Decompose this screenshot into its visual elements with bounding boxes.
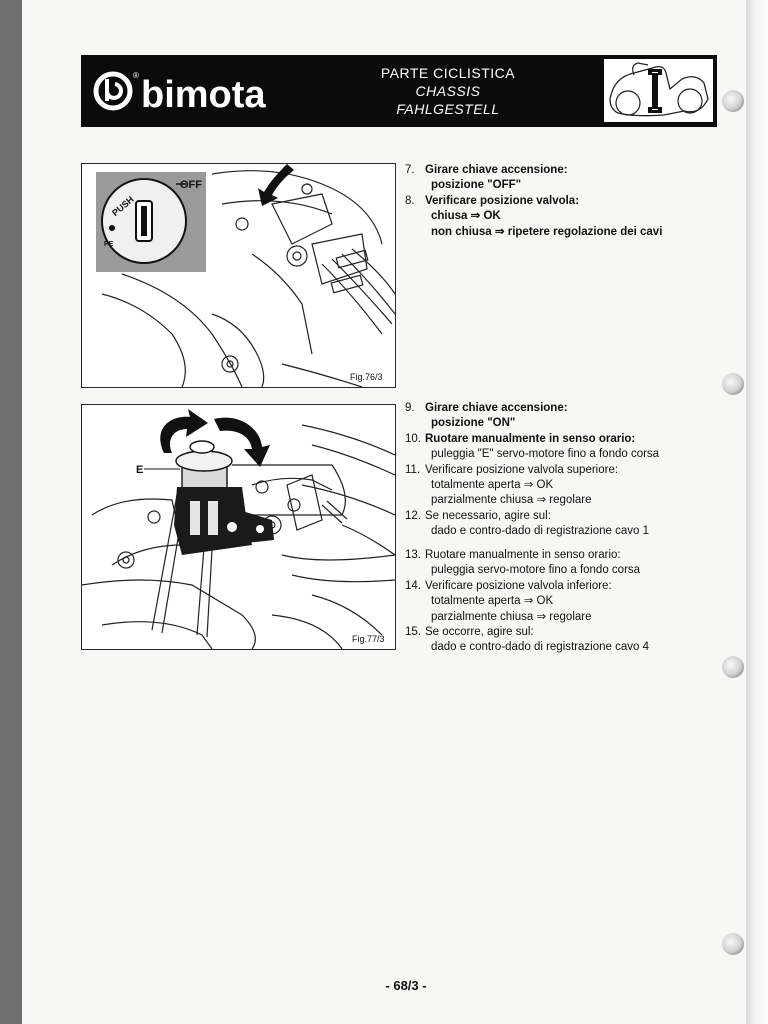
title-italian: PARTE CICLISTICA	[380, 65, 516, 81]
step-detail: chiusa ⇒ OK	[431, 210, 501, 223]
step-detail: parzialmente chiusa ⇒ regolare	[431, 494, 592, 507]
switch-off-label: OFF	[180, 179, 202, 191]
step-detail: totalmente aperta ⇒ OK	[431, 479, 554, 492]
binder-hole	[722, 90, 744, 112]
title-english: CHASSIS	[415, 83, 481, 99]
figure-label: Fig.76/3	[350, 372, 383, 382]
page-number: - 68/3 -	[385, 978, 427, 993]
step-number: 10.	[405, 432, 421, 445]
step-detail: posizione "ON"	[431, 417, 516, 430]
figure-77	[81, 404, 396, 650]
instructions-steps-7-8	[405, 163, 662, 240]
step-text: Se occorre, agire sul:	[425, 626, 534, 639]
step-text: Ruotare manualmente in senso orario:	[425, 549, 621, 561]
step-detail: puleggia "E" servo-motore fino a fondo corsa	[431, 448, 660, 461]
page-edge	[746, 0, 768, 1024]
step-text: Se necessario, agire sul:	[425, 509, 551, 522]
step-detail: puleggia servo-motore fino a fondo corsa	[431, 564, 641, 577]
step-detail: totalmente aperta ⇒ OK	[431, 595, 554, 608]
step-text: Ruotare manualmente in senso orario:	[425, 432, 636, 445]
switch-push-label: PUSH	[110, 194, 136, 218]
step-item	[405, 548, 649, 563]
step-number: 14.	[405, 579, 421, 592]
figure-label: Fig.77/3	[352, 634, 385, 644]
title-german: FAHLGESTELL	[396, 101, 500, 117]
binder-hole	[722, 656, 744, 678]
step-detail: posizione "OFF"	[431, 179, 522, 192]
step-detail: dado e contro-dado di registrazione cavo 4	[431, 641, 650, 654]
step-number: 12.	[405, 509, 421, 522]
step-text: Verificare posizione valvola:	[425, 194, 580, 207]
step-item	[405, 509, 659, 524]
step-number: 9.	[405, 402, 415, 414]
section-titles	[343, 64, 553, 118]
page-header	[81, 55, 717, 127]
step-item	[405, 401, 659, 416]
brand-logo	[91, 65, 311, 117]
step-text: Girare chiave accensione:	[425, 164, 568, 176]
binder-hole	[722, 933, 744, 955]
binder-hole	[722, 373, 744, 395]
brand-name: bimota	[141, 74, 266, 116]
step-text: Girare chiave accensione:	[425, 402, 568, 414]
step-number: 8.	[405, 194, 415, 207]
step-detail: dado e contro-dado di registrazione cavo 1	[431, 525, 650, 538]
step-number: 13.	[405, 549, 421, 561]
step-item	[405, 194, 662, 209]
figure-76	[81, 163, 396, 388]
instructions-steps-9-12	[405, 401, 659, 540]
step-text: Verificare posizione valvola inferiore:	[425, 579, 612, 592]
step-item	[405, 432, 659, 447]
step-item	[405, 625, 649, 640]
chassis-wrench-icon	[604, 59, 713, 122]
step-item	[405, 163, 662, 178]
registered-mark: ®	[133, 71, 139, 80]
step-item	[405, 463, 659, 478]
step-detail: non chiusa ⇒ ripetere regolazione dei cavi	[431, 225, 663, 238]
pulley-e-callout: E	[136, 464, 144, 476]
step-number: 11.	[405, 463, 421, 476]
instructions-steps-13-15	[405, 548, 649, 656]
step-text: Verificare posizione valvola superiore:	[425, 463, 619, 476]
step-number: 15.	[405, 626, 421, 639]
switch-pe-label: PE	[104, 241, 114, 248]
step-number: 7.	[405, 164, 415, 176]
step-detail: parzialmente chiusa ⇒ regolare	[431, 610, 592, 623]
step-item	[405, 579, 649, 594]
